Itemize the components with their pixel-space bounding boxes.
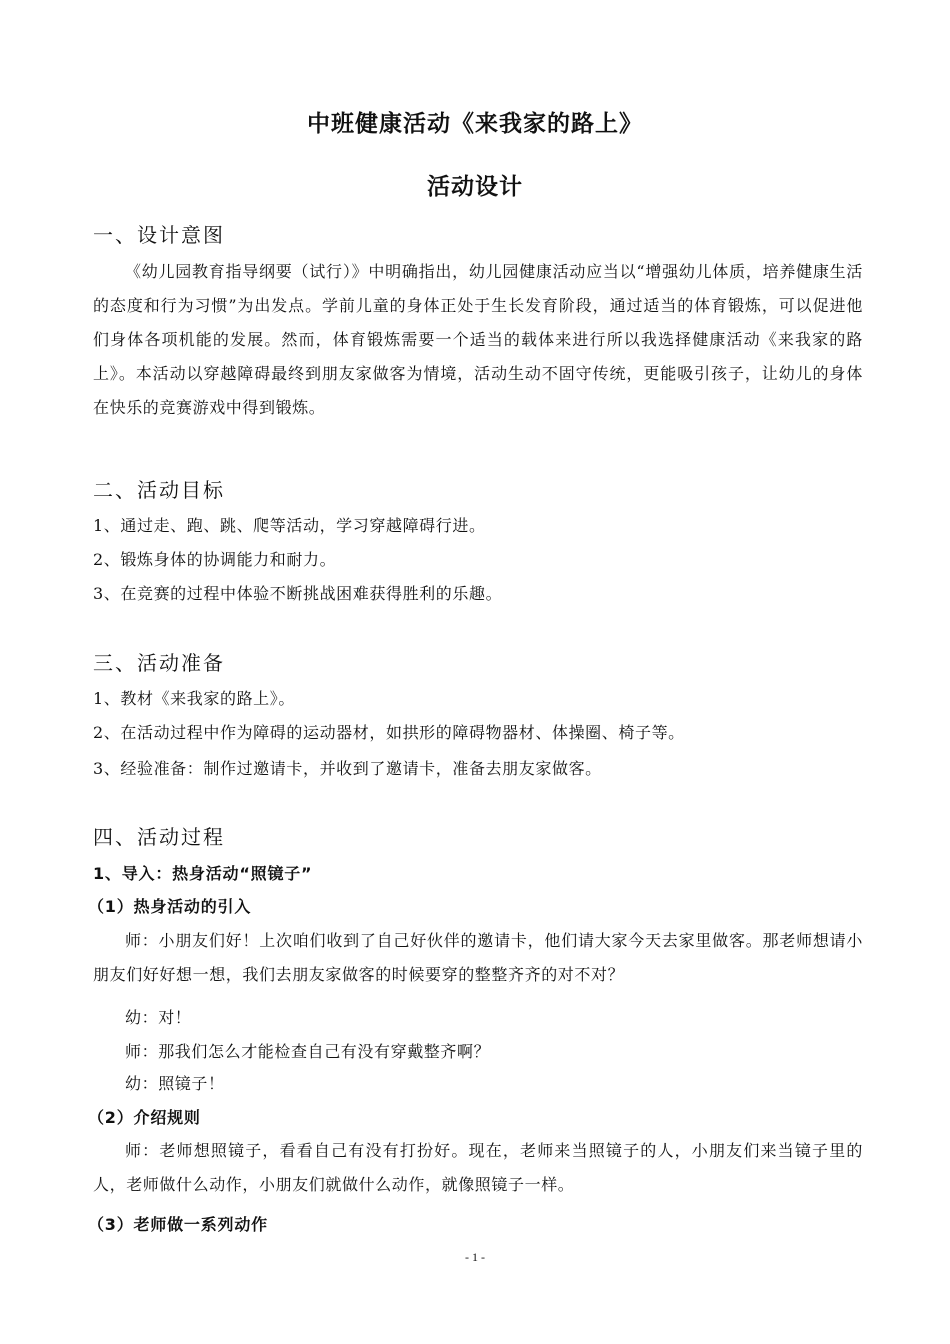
dialog-line: 幼：照镜子！: [125, 1074, 225, 1093]
dialog-line: 师：那我们怎么才能检查自己有没有穿戴整齐啊？: [125, 1042, 491, 1061]
list-item: 3、在竞赛的过程中体验不断挑战困难获得胜利的乐趣。: [93, 584, 503, 603]
sub-heading: （3）老师做一系列动作: [88, 1215, 268, 1234]
dialog-line: 幼：对！: [125, 1008, 192, 1027]
section-heading-goals: 二、活动目标: [93, 478, 225, 502]
document-subtitle: 活动设计: [427, 174, 523, 200]
sub-heading: （1）热身活动的引入: [88, 897, 252, 916]
document-title: 中班健康活动《来我家的路上》: [307, 111, 643, 137]
step-heading: 1、导入：热身活动“照镜子”: [93, 864, 313, 883]
list-item: 1、通过走、跑、跳、爬等活动，学习穿越障碍行进。: [93, 516, 486, 535]
section-heading-preparation: 三、活动准备: [93, 651, 225, 675]
section-paragraph-design-intent: 《幼儿园教育指导纲要（试行）》中明确指出，幼儿园健康活动应当以“增强幼儿体质，培养健康生活的态度和行为习惯”为出发点。学前儿童的身体正处于生长发育阶段，通过适当的体育锻炼，可以促进他们身体各项机能的发展。然而，体育锻炼需要一个适当的载体来进行所以我选择健康活动《来我家的路上》。本活动以穿越障碍最终到朋友家做客为情境，活动生动不固守传统，更能吸引孩子，让幼儿的身体在快乐的竞赛游戏中得到锻炼。: [93, 262, 863, 417]
list-item: 2、在活动过程中作为障碍的运动器材，如拱形的障碍物器材、体操圈、椅子等。: [93, 723, 685, 742]
list-item: 2、锻炼身体的协调能力和耐力。: [93, 550, 337, 569]
section-heading-design-intent: 一、设计意图: [93, 223, 225, 247]
dialog-paragraph: 师：小朋友们好！上次咱们收到了自己好伙伴的邀请卡，他们请大家今天去家里做客。那老师想请小朋友们好好想一想，我们去朋友家做客的时候要穿的整整齐齐的对不对？: [93, 931, 863, 984]
list-item: 3、经验准备：制作过邀请卡，并收到了邀请卡，准备去朋友家做客。: [93, 759, 602, 778]
section-heading-process: 四、活动过程: [93, 825, 225, 849]
dialog-paragraph: 师：老师想照镜子，看看自己有没有打扮好。现在，老师来当照镜子的人，小朋友们来当镜子里的人，老师做什么动作，小朋友们就做什么动作，就像照镜子一样。: [93, 1141, 863, 1194]
list-item: 1、教材《来我家的路上》。: [93, 689, 295, 708]
sub-heading: （2）介绍规则: [88, 1108, 201, 1127]
page-number: - 1 -: [465, 1250, 485, 1264]
